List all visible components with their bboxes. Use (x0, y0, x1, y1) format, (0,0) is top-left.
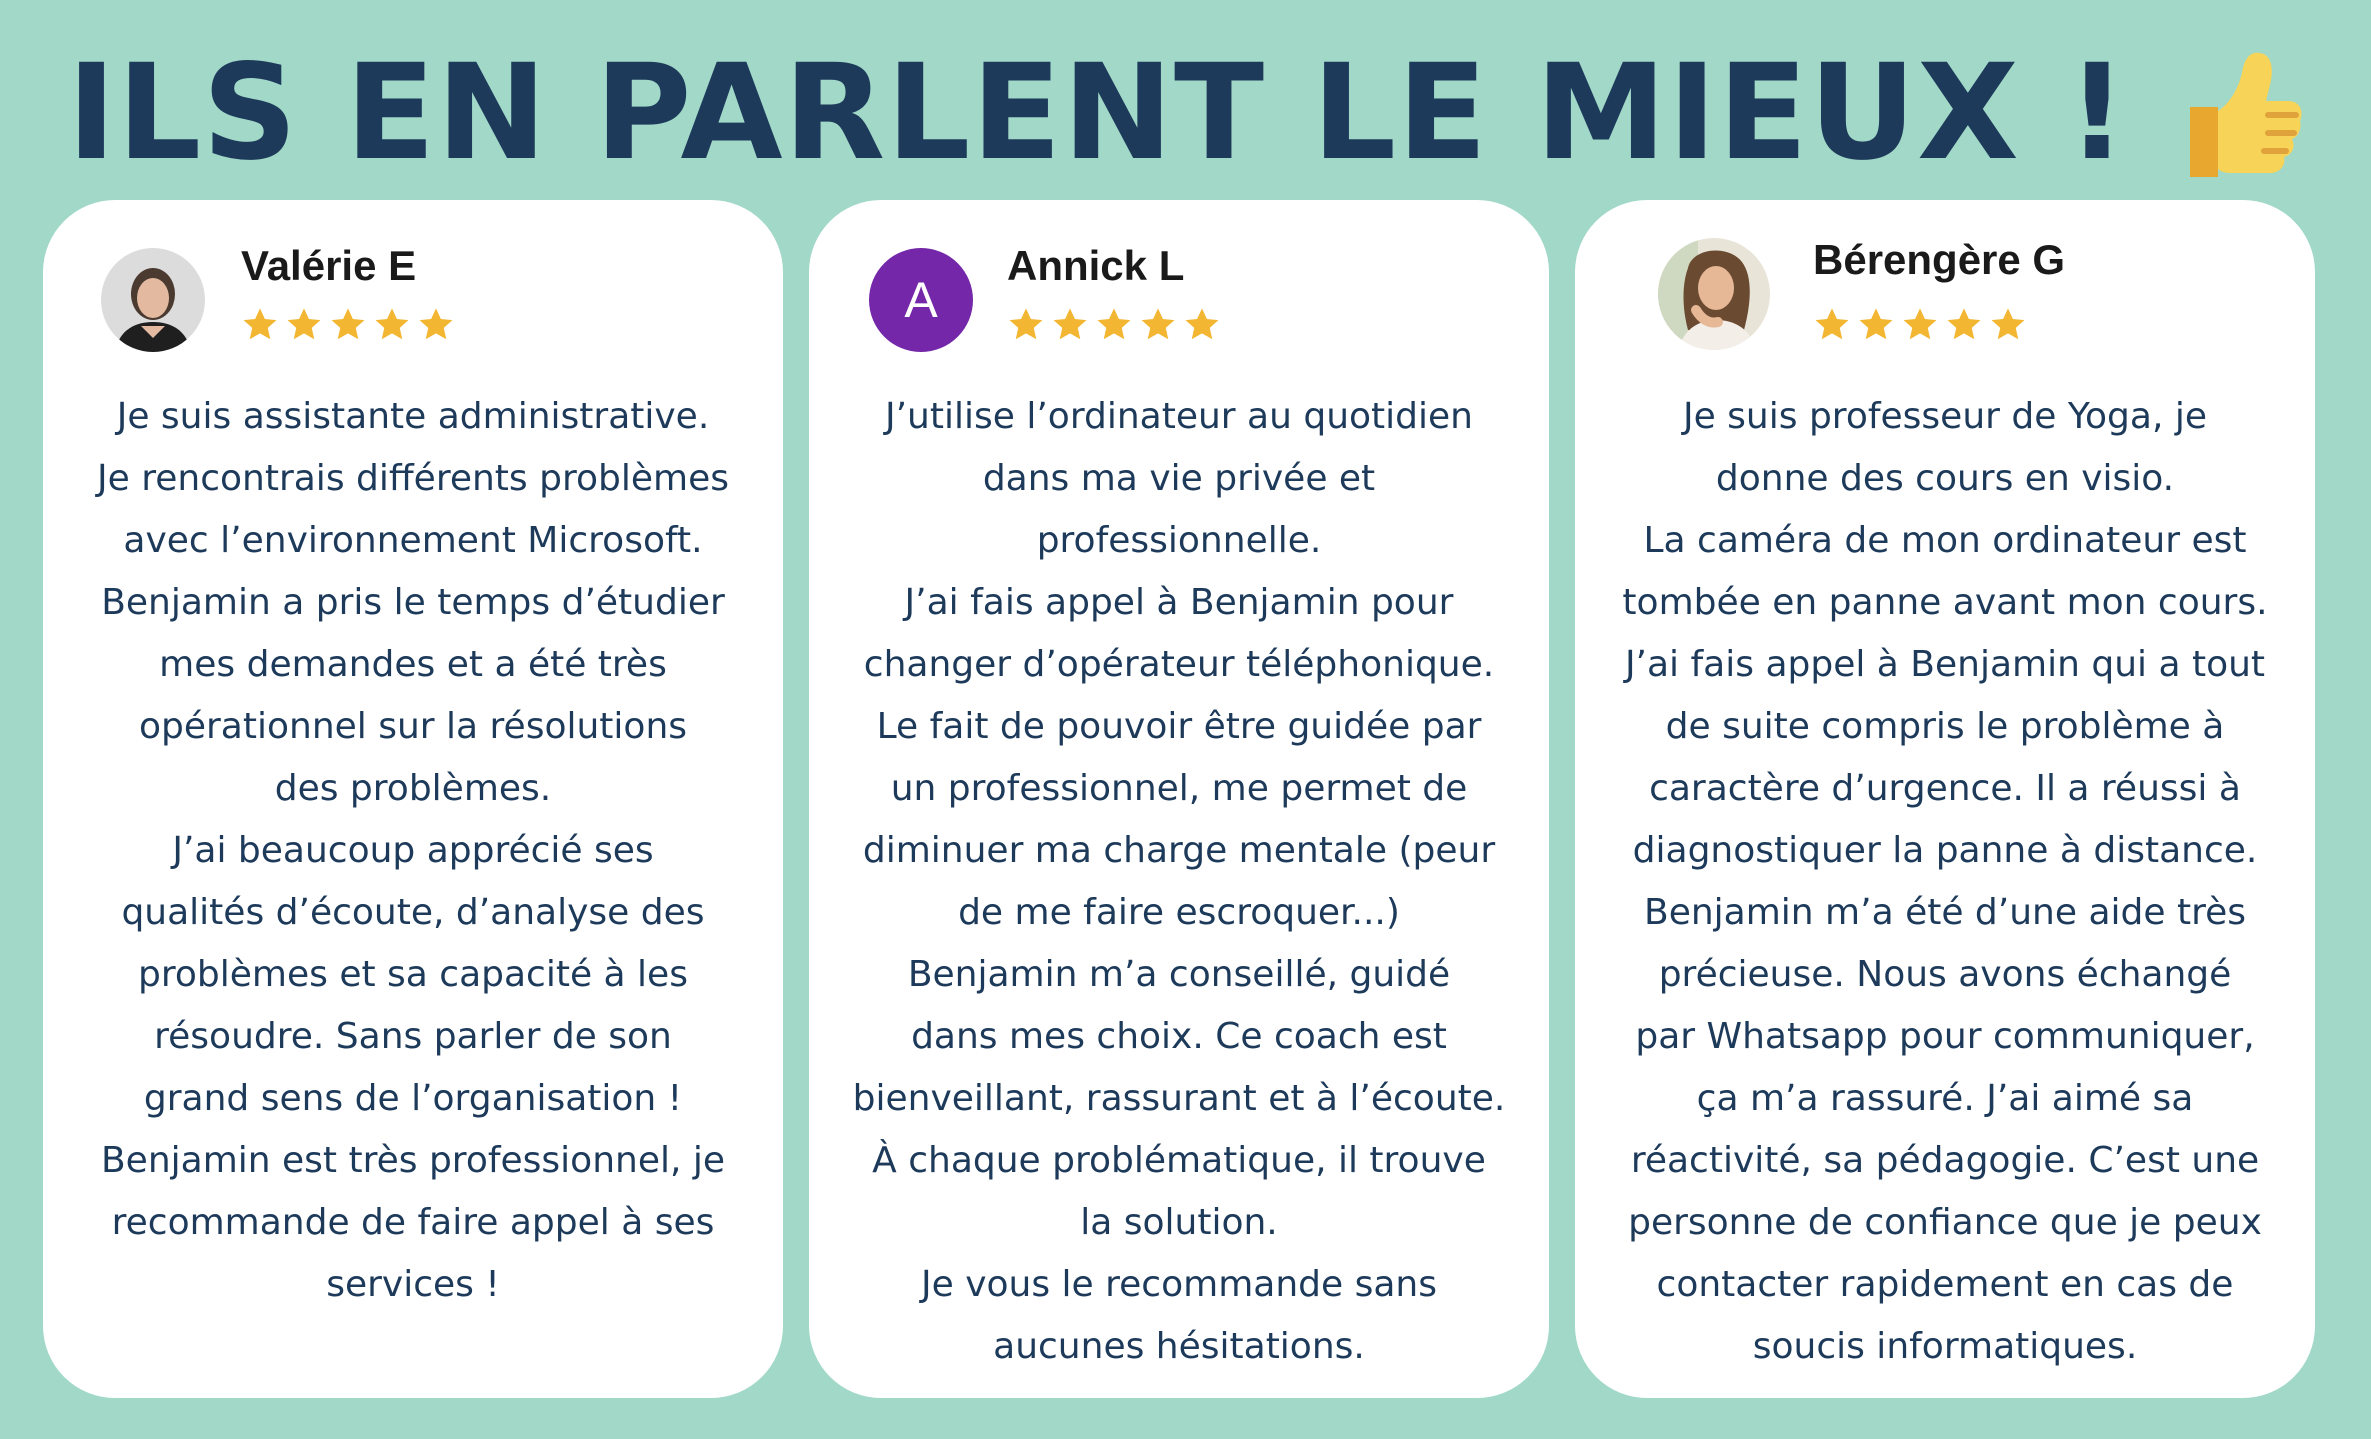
star-icon (1857, 306, 1895, 344)
review-line: tombée en panne avant mon cours. (1622, 582, 2268, 623)
review-card (1575, 200, 2315, 1398)
review-line: caractère d’urgence. Il a réussi à (1649, 768, 2241, 809)
review-line: diagnostiquer la panne à distance. (1632, 830, 2258, 871)
page-title (0, 18, 2371, 208)
review-line: qualités d’écoute, d’analyse des (121, 892, 705, 933)
review-line: problèmes et sa capacité à les (138, 954, 688, 995)
review-line: Benjamin m’a été d’une aide très (1644, 892, 2246, 933)
review-line: par Whatsapp pour communiquer, (1635, 1016, 2255, 1057)
review-text (1587, 386, 2303, 1378)
review-line: Le fait de pouvoir être guidée par (876, 706, 1482, 747)
review-line: J’ai beaucoup apprécié ses (172, 830, 654, 871)
star-icon (373, 306, 411, 344)
review-line: contacter rapidement en cas de (1656, 1264, 2234, 1305)
review-line: changer d’opérateur téléphonique. (863, 644, 1495, 685)
review-text (55, 386, 771, 1316)
avatar (869, 248, 973, 352)
avatar-photo (101, 248, 205, 352)
star-icon (1813, 306, 1851, 344)
avatar (101, 248, 205, 352)
review-line: diminuer ma charge mentale (peur (862, 830, 1496, 871)
star-icon (329, 306, 367, 344)
review-line: J’utilise l’ordinateur au quotidien (885, 396, 1473, 437)
review-line: un professionnel, me permet de (890, 768, 1468, 809)
page-title-text: ILS EN PARLENT LE MIEUX ! (66, 36, 2128, 190)
review-line: de suite compris le problème à (1665, 706, 2225, 747)
star-icon (241, 306, 279, 344)
avatar (1658, 238, 1770, 350)
review-card (43, 200, 783, 1398)
review-line: Benjamin a pris le temps d’étudier (101, 582, 725, 623)
star-icon (1183, 306, 1221, 344)
review-line: dans ma vie privée et (982, 458, 1376, 499)
reviewer-name: Valérie E (241, 242, 417, 289)
review-line: Benjamin m’a conseillé, guidé (907, 954, 1451, 995)
thumbs-up-icon (2168, 45, 2304, 185)
review-line: services ! (326, 1264, 500, 1305)
reviewer-name: Bérengère G (1813, 236, 2066, 283)
review-line: Je suis assistante administrative. (116, 396, 710, 437)
review-line: ça m’a rassuré. J’ai aimé sa (1696, 1078, 2194, 1119)
review-card (809, 200, 1549, 1398)
star-icon (1901, 306, 1939, 344)
review-line: Je rencontrais différents problèmes (97, 458, 729, 499)
review-line: bienveillant, rassurant et à l’écoute. (852, 1078, 1506, 1119)
star-icon (1095, 306, 1133, 344)
review-line: aucunes hésitations. (993, 1326, 1365, 1367)
star-icon (1051, 306, 1089, 344)
review-line: personne de confiance que je peux (1628, 1202, 2262, 1243)
review-line: Benjamin est très professionnel, je (100, 1140, 726, 1181)
review-line: des problèmes. (274, 768, 552, 809)
star-icon (1989, 306, 2027, 344)
review-line: grand sens de l’organisation ! (143, 1078, 683, 1119)
review-line: J’ai fais appel à Benjamin pour (904, 582, 1454, 623)
star-icon (1007, 306, 1045, 344)
review-line: J’ai fais appel à Benjamin qui a tout (1624, 644, 2266, 685)
star-icon (1139, 306, 1177, 344)
review-line: dans mes choix. Ce coach est (911, 1016, 1447, 1057)
review-line: avec l’environnement Microsoft. (123, 520, 703, 561)
rating-stars (1813, 306, 2027, 344)
review-line: la solution. (1080, 1202, 1278, 1243)
star-icon (285, 306, 323, 344)
review-line: mes demandes et a été très (159, 644, 667, 685)
review-line: La caméra de mon ordinateur est (1643, 520, 2247, 561)
rating-stars (1007, 306, 1221, 344)
star-icon (417, 306, 455, 344)
review-line: professionnelle. (1036, 520, 1322, 561)
review-text (821, 386, 1537, 1378)
rating-stars (241, 306, 455, 344)
avatar-photo (1658, 238, 1770, 350)
review-line: opérationnel sur la résolutions (138, 706, 688, 747)
review-line: recommande de faire appel à ses (111, 1202, 715, 1243)
review-line: Je vous le recommande sans (921, 1264, 1437, 1305)
reviewer-name: Annick L (1007, 242, 1185, 289)
review-line: Je suis professeur de Yoga, je (1682, 396, 2208, 437)
review-line: résoudre. Sans parler de son (154, 1016, 672, 1057)
review-line: soucis informatiques. (1752, 1326, 2138, 1367)
review-line: précieuse. Nous avons échangé (1658, 954, 2232, 995)
review-line: réactivité, sa pédagogie. C’est une (1630, 1140, 2260, 1181)
review-line: À chaque problématique, il trouve (872, 1140, 1486, 1181)
review-line: de me faire escroquer...) (958, 892, 1400, 933)
star-icon (1945, 306, 1983, 344)
avatar-letter: A (904, 272, 938, 328)
review-line: donne des cours en visio. (1715, 458, 2175, 499)
